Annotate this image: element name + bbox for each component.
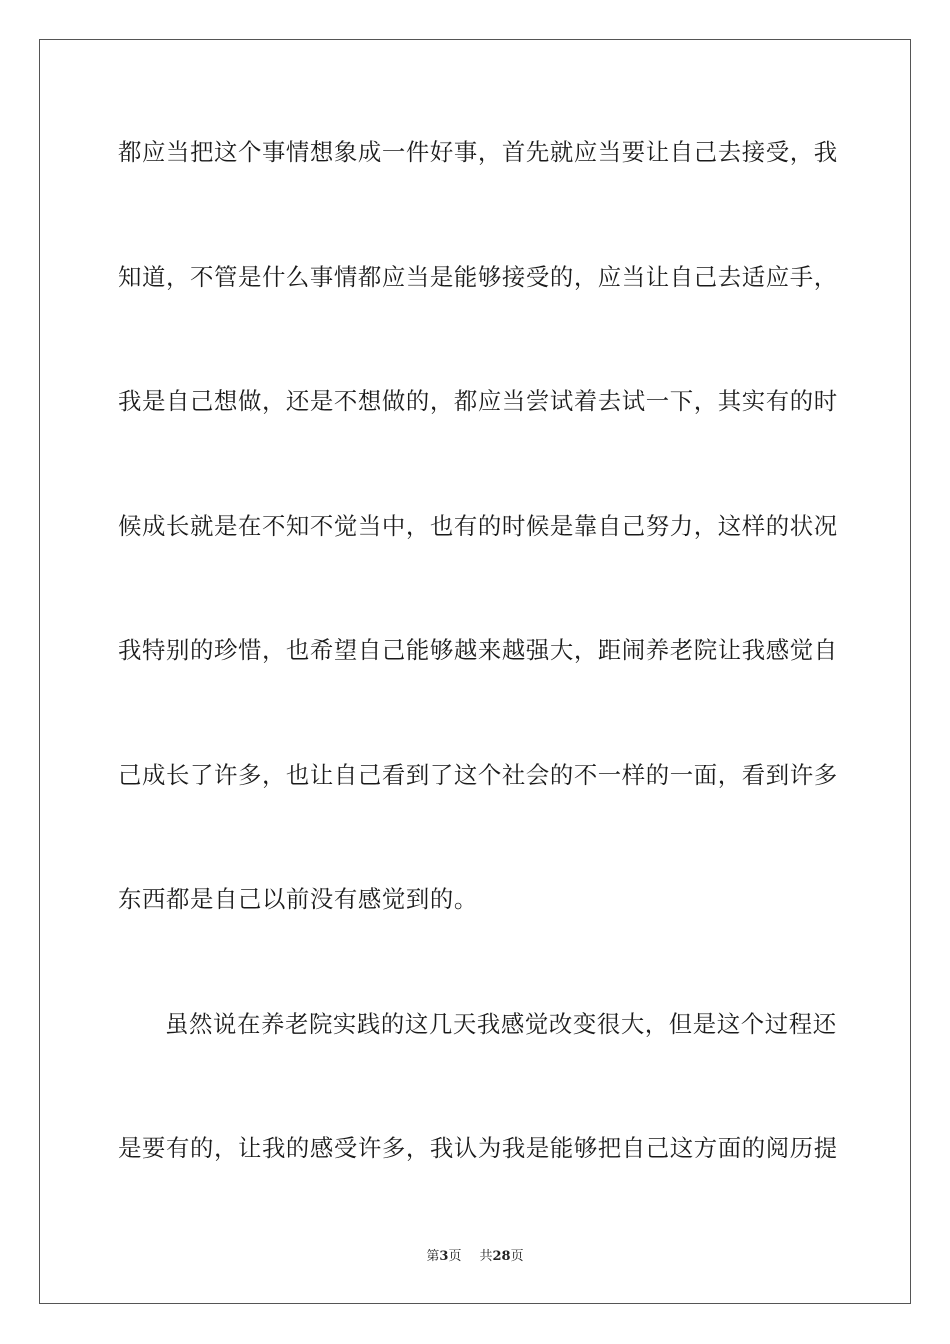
paragraph-line-4: 候成长就是在不知不觉当中，也有的时候是靠自己努力，这样的状况 — [118, 512, 838, 540]
paragraph-line-2: 知道，不管是什么事情都应当是能够接受的，应当让自己去适应手， — [118, 263, 838, 291]
paragraph-line-8: 虽然说在养老院实践的这几天我感觉改变很大，但是这个过程还 — [165, 1010, 837, 1038]
paragraph-line-3: 我是自己想做，还是不想做的，都应当尝试着去试一下，其实有的时 — [118, 387, 838, 415]
total-label-suffix: 页 — [510, 1249, 524, 1264]
paragraph-line-1: 都应当把这个事情想象成一件好事，首先就应当要让自己去接受，我 — [118, 138, 838, 166]
paragraph-line-5: 我特别的珍惜，也希望自己能够越来越强大，距闹养老院让我感觉自 — [118, 636, 838, 664]
paragraph-line-7: 东西都是自己以前没有感觉到的。 — [118, 885, 478, 913]
page-label-prefix: 第 — [426, 1249, 440, 1264]
page-footer — [0, 1248, 950, 1266]
page-label-suffix: 页 — [448, 1249, 462, 1264]
total-pages: 28 — [492, 1249, 511, 1264]
paragraph-line-9: 是要有的，让我的感受许多，我认为我是能够把自己这方面的阅历提 — [118, 1134, 838, 1162]
total-label-prefix: 共 — [479, 1249, 493, 1264]
page-border — [39, 39, 911, 1304]
page-number: 3 — [439, 1249, 449, 1264]
paragraph-line-6: 己成长了许多，也让自己看到了这个社会的不一样的一面，看到许多 — [118, 761, 838, 789]
